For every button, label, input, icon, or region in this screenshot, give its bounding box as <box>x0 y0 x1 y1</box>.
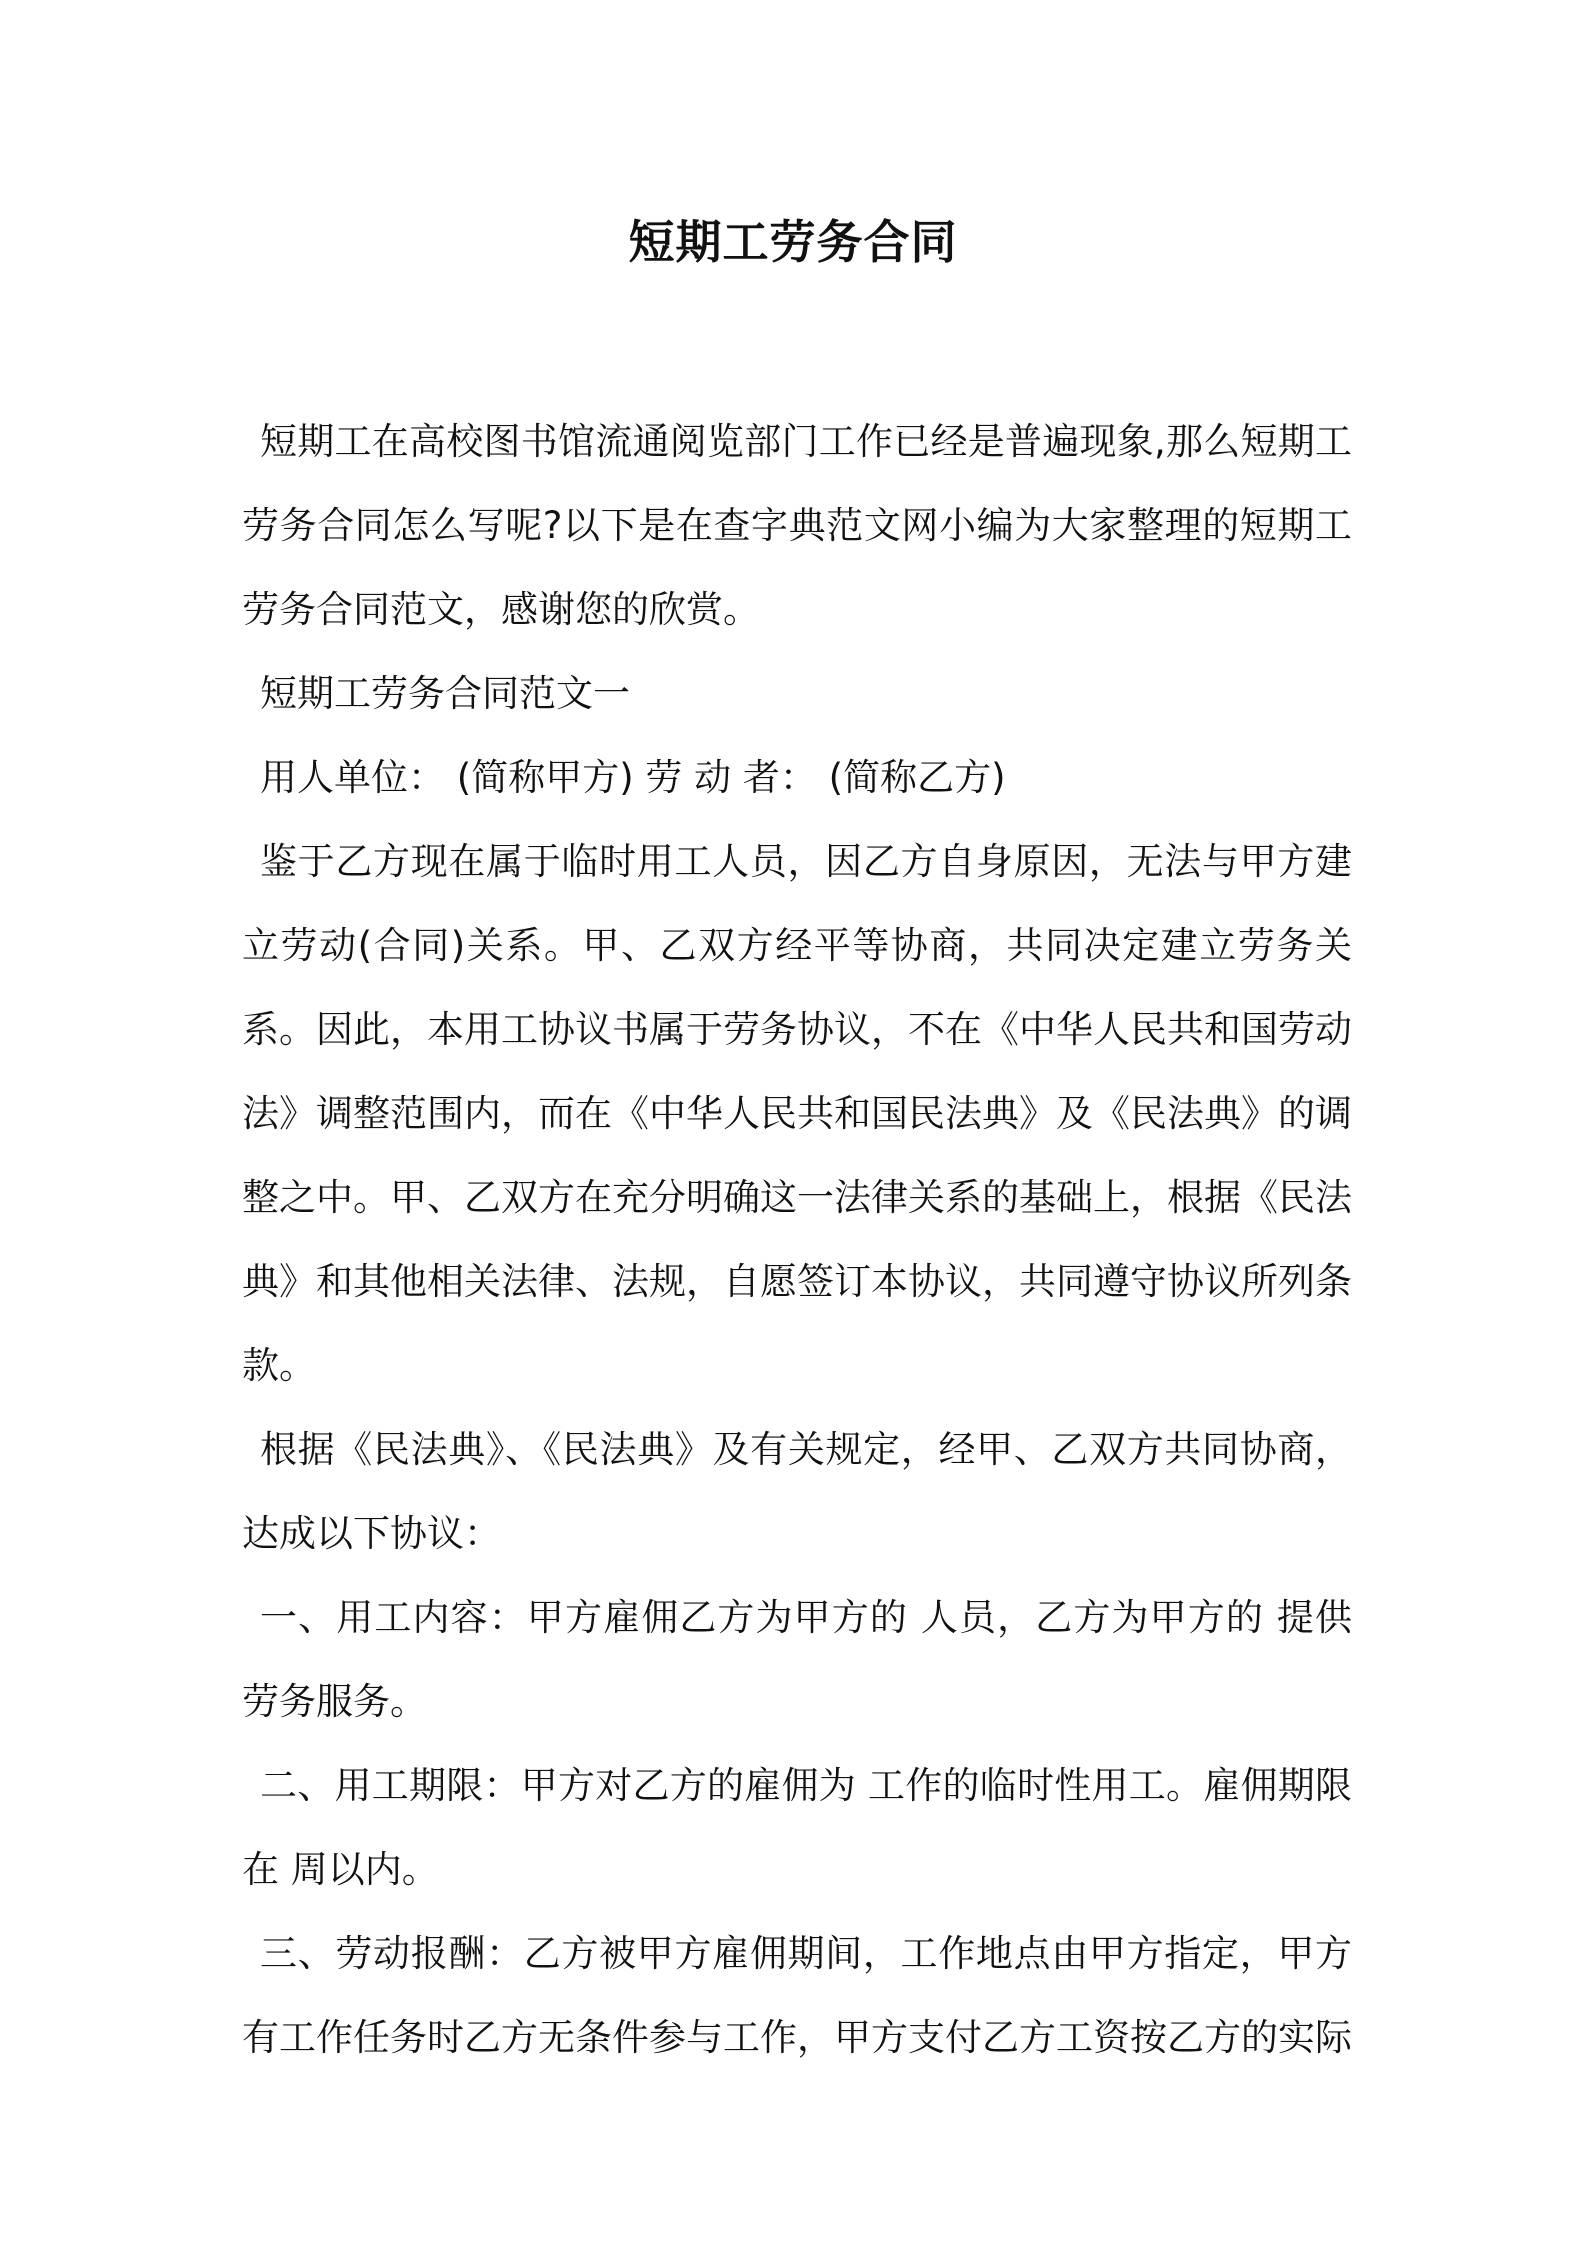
document-body <box>242 400 1352 2080</box>
clause-2: 二、用工期限：甲方对乙方的雇佣为 工作的临时性用工。雇佣期限在 周以内。 <box>242 1764 1352 1891</box>
intro-paragraph: 短期工在高校图书馆流通阅览部门工作已经是普遍现象,那么短期工劳务合同怎么写呢?以下是在查字典范文网小编为大家整理的短期工劳务合同范文，感谢您的欣赏。 <box>242 420 1352 631</box>
preamble-paragraph: 鉴于乙方现在属于临时用工人员，因乙方自身原因，无法与甲方建立劳动(合同)关系。甲、乙双方经平等协商，共同决定建立劳务关系。因此，本用工协议书属于劳务协议，不在《中华人民共和国劳动法》调整范围内，而在《中华人民共和国民法典》及《民法典》的调整之中。甲、乙双方在充分明确这一法律关系的基础上，根据《民法典》和其他相关法律、法规，自愿签订本协议，共同遵守协议所列条款。 <box>242 840 1352 1387</box>
clause-1: 一、用工内容：甲方雇佣乙方为甲方的 人员，乙方为甲方的 提供劳务服务。 <box>242 1596 1352 1723</box>
agreement-basis-paragraph: 根据《民法典》、《民法典》及有关规定，经甲、乙双方共同协商，达成以下协议： <box>242 1428 1352 1555</box>
clause-3: 三、劳动报酬：乙方被甲方雇佣期间，工作地点由甲方指定，甲方有工作任务时乙方无条件参与工作，甲方支付乙方工资按乙方的实际 <box>242 1932 1352 2059</box>
document-title: 短期工劳务合同 <box>628 215 958 269</box>
parties-line: 用人单位： (简称甲方) 劳 动 者： (简称乙方) <box>260 756 1006 799</box>
section-heading: 短期工劳务合同范文一 <box>260 672 630 715</box>
